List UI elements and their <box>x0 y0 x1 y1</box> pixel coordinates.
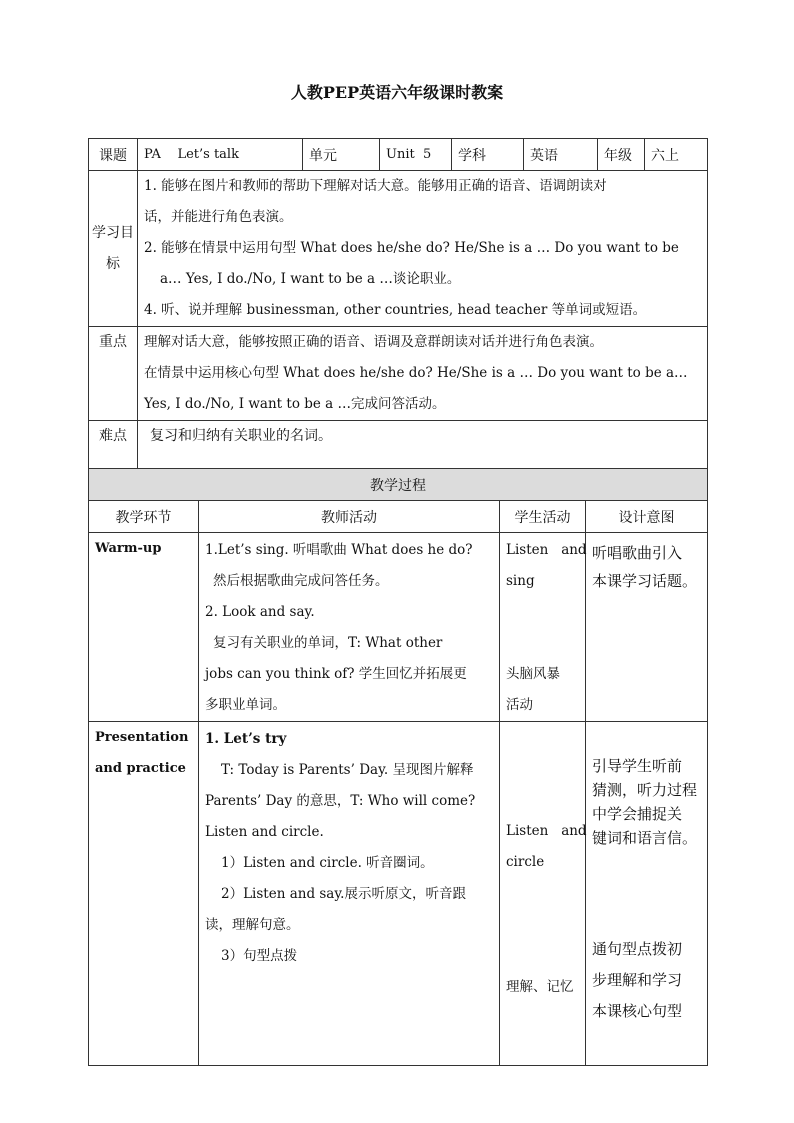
stage-presentation-line1: Presentation <box>95 730 189 745</box>
grade-value: 六上 <box>645 139 708 171</box>
warmup-student-activity <box>500 533 586 722</box>
student-line: 理解、记忆 <box>506 979 574 995</box>
warmup-teacher-activity <box>199 533 500 722</box>
presentation-design-intent <box>586 722 708 1066</box>
intent-line: 引导学生听前 <box>592 757 683 775</box>
intent-line: 本课核心句型 <box>592 1002 683 1020</box>
stage-presentation-line2: and practice <box>95 761 186 776</box>
subject-value: 英语 <box>524 139 598 171</box>
stage-warmup <box>89 533 199 722</box>
key-points-content <box>138 327 708 421</box>
teacher-line: 1.Let’s sing. 听唱歌曲 What does he do? <box>205 542 473 558</box>
topic-label: 课题 <box>89 139 138 171</box>
unit-label: 单元 <box>303 139 380 171</box>
intent-line: 猜测，听力过程 <box>592 781 698 799</box>
goal-line: a… Yes, I do./No, I want to be a …谈论职业。 <box>160 271 461 287</box>
key-point-line: Yes, I do./No, I want to be a …完成问答活动。 <box>144 396 446 412</box>
key-point-line: 在情景中运用核心句型 What does he/she do? He/She is a … Do you want to be a… <box>144 365 688 381</box>
teacher-line: 读，理解句意。 <box>205 917 300 933</box>
key-points-label: 重点 <box>89 327 138 421</box>
stage-presentation <box>89 722 199 1066</box>
header-stage: 教学环节 <box>89 501 199 533</box>
topic-value: PA Let’s talk <box>138 139 303 171</box>
header-teacher: 教师活动 <box>199 501 500 533</box>
lesson-info-table <box>88 138 708 469</box>
goal-line: 话，并能进行角色表演。 <box>144 209 293 225</box>
key-point-line: 理解对话大意，能够按照正确的语音、语调及意群朗读对话并进行角色表演。 <box>144 334 603 350</box>
intent-line: 步理解和学习 <box>592 971 683 989</box>
difficulty-content: 复习和归纳有关职业的名词。 <box>138 421 708 469</box>
teacher-heading: 1. Let’s try <box>205 731 287 747</box>
teacher-line: Listen and circle. <box>205 824 324 840</box>
presentation-teacher-activity <box>199 722 500 1066</box>
student-line: 头脑风暴 <box>506 666 560 682</box>
subject-label: 学科 <box>452 139 524 171</box>
intent-line: 通句型点拨初 <box>592 940 683 958</box>
grade-label: 年级 <box>598 139 645 171</box>
teacher-line: 2）Listen and say.展示听原文，听音跟 <box>221 886 466 902</box>
goals-label <box>89 171 138 327</box>
goal-line: 4. 听、说并理解 businessman, other countries, head teacher 等单词或短语。 <box>144 302 647 318</box>
student-line: circle <box>506 854 545 870</box>
goal-line: 2. 能够在情景中运用句型 What does he/she do? He/She is a … Do you want to be <box>144 240 679 256</box>
teacher-line: 然后根据歌曲完成问答任务。 <box>213 573 389 589</box>
intent-line: 中学会捕捉关 <box>592 805 683 823</box>
warmup-design-intent <box>586 533 708 722</box>
teacher-line: 多职业单词。 <box>205 697 286 713</box>
unit-value: Unit 5 <box>380 139 452 171</box>
process-banner: 教学过程 <box>89 469 708 501</box>
student-line: 活动 <box>506 697 533 713</box>
intent-line: 本课学习话题。 <box>592 572 698 590</box>
intent-line: 键词和语言信。 <box>592 829 698 847</box>
difficulty-label: 难点 <box>89 421 138 469</box>
teaching-process-table <box>88 468 708 1066</box>
student-line: Listen and <box>506 542 587 558</box>
teacher-line: 1）Listen and circle. 听音圈词。 <box>221 855 434 871</box>
header-intent: 设计意图 <box>586 501 708 533</box>
goals-label-text: 学习目标 <box>92 224 134 272</box>
student-line: sing <box>506 573 535 589</box>
teacher-line: 2. Look and say. <box>205 604 315 620</box>
goal-line: 1. 能够在图片和教师的帮助下理解对话大意。能够用正确的语音、语调朗读对 <box>144 178 607 194</box>
goals-content <box>138 171 708 327</box>
teacher-line: Parents’ Day 的意思，T: Who will come? <box>205 793 476 809</box>
header-student: 学生活动 <box>500 501 586 533</box>
teacher-line: 3）句型点拨 <box>221 948 298 964</box>
stage-warmup-label: Warm-up <box>95 541 162 556</box>
presentation-student-activity <box>500 722 586 1066</box>
document-title: 人教PEP英语六年级课时教案 <box>290 83 504 102</box>
teacher-line: 复习有关职业的单词，T: What other <box>213 635 443 651</box>
teacher-line: jobs can you think of? 学生回忆并拓展更 <box>205 666 467 682</box>
teacher-line: T: Today is Parents’ Day. 呈现图片解释 <box>221 762 474 778</box>
student-line: Listen and <box>506 823 587 839</box>
intent-line: 听唱歌曲引入 <box>592 544 683 562</box>
